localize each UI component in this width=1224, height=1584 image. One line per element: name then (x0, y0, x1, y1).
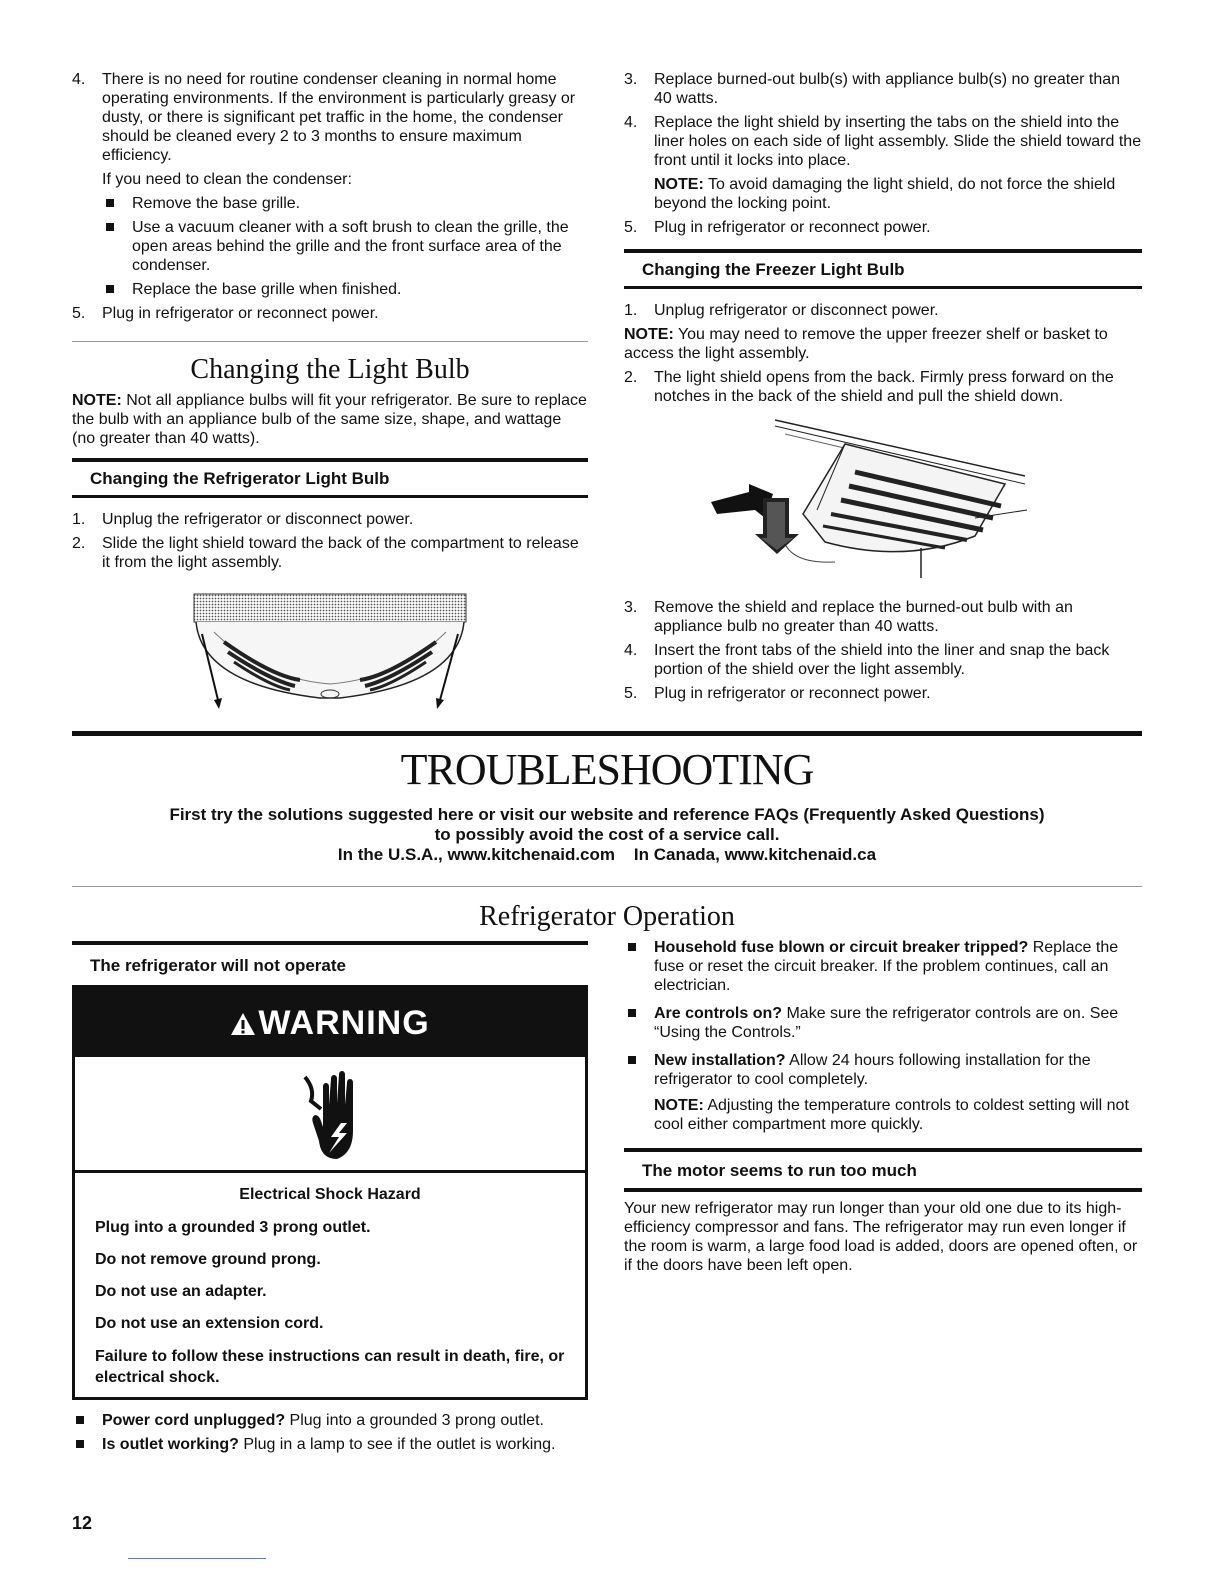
question: Are controls on? (654, 1005, 783, 1022)
list-item (624, 598, 1142, 636)
list-text: Insert the front tabs of the shield into the liner and snap the back portion of the shield over the light assembly. (654, 642, 1110, 678)
answer: Replace the fuse or reset the circuit breaker. If the problem continues, call an electrician. (654, 939, 1119, 994)
note-text: To avoid damaging the light shield, do not force the shield beyond the locking point. (654, 176, 1116, 212)
warning-line: Do not use an adapter. (95, 1283, 267, 1300)
list-text: Unplug refrigerator or disconnect power. (654, 302, 939, 319)
warning-triangle-icon (230, 1012, 256, 1036)
list-item (624, 301, 1142, 320)
list-number: 2. (72, 535, 86, 552)
list-number: 5. (624, 219, 638, 236)
list-item (72, 194, 588, 213)
answer: Plug in a lamp to see if the outlet is working. (238, 1436, 556, 1453)
section-title-refrigerator-operation: Refrigerator Operation (479, 901, 735, 932)
warning-line: Failure to follow these instructions can result in death, fire, or electrical shock. (95, 1348, 565, 1386)
intro-line-3: In the U.S.A., www.kitchenaid.com In Canada, www.kitchenaid.ca (337, 845, 877, 864)
list-item (72, 304, 588, 323)
right-top-column (624, 70, 1142, 242)
warning-icon-area (75, 1057, 585, 1173)
subsection-heading-motor: The motor seems to run too much (624, 1148, 1142, 1192)
note-label: NOTE: (72, 392, 122, 409)
left-top-column (72, 70, 588, 328)
list-text: Replace burned-out bulb(s) with appliance bulb(s) no greater than 40 watts. (654, 71, 1121, 107)
list-text: Plug in refrigerator or reconnect power. (654, 219, 931, 236)
list-text: Replace the base grille when finished. (132, 281, 402, 298)
clean-intro: If you need to clean the condenser: (102, 171, 352, 188)
list-number: 5. (624, 685, 638, 702)
list-text: Unplug the refrigerator or disconnect power. (102, 511, 414, 528)
subsection-heading-not-operate: The refrigerator will not operate (72, 941, 588, 989)
list-number: 3. (624, 599, 638, 616)
light-bulb-note (72, 391, 588, 448)
intro-line-2: to possibly avoid the cost of a service call. (434, 825, 780, 844)
troubleshooting-intro (72, 805, 1142, 865)
section-title-light-bulb: Changing the Light Bulb (190, 354, 470, 385)
freezer-light-shield-illustration (705, 414, 1035, 580)
subsection-heading-freezer-bulb: Changing the Freezer Light Bulb (624, 249, 1142, 289)
list-number: 4. (624, 642, 638, 659)
footer-rule (128, 1558, 266, 1559)
list-item (624, 70, 1142, 108)
list-text (654, 1051, 1142, 1089)
freezer-steps (624, 301, 1142, 411)
page-number: 12 (72, 1513, 93, 1533)
list-number: 4. (624, 114, 638, 131)
intro-line-1: First try the solutions suggested here or visit our website and reference FAQs (Frequently Asked Questions) (169, 805, 1045, 824)
question: New installation? (654, 1052, 786, 1069)
list-item (72, 70, 588, 165)
troubleshooting-rule (72, 731, 1142, 736)
list-text: Plug in refrigerator or reconnect power. (654, 685, 931, 702)
note-text: Adjusting the temperature controls to coldest setting will not cool either compartment more quickly. (654, 1097, 1129, 1133)
list-item (72, 218, 588, 275)
not-operate-bullets (72, 1411, 592, 1459)
list-item (624, 113, 1142, 170)
list-text (654, 938, 1142, 995)
question: Power cord unplugged? (102, 1412, 286, 1429)
list-text: Plug in refrigerator or reconnect power. (102, 305, 379, 322)
list-number: 2. (624, 369, 638, 386)
list-text (102, 1411, 592, 1430)
note-text: Not all appliance bulbs will fit your refrigerator. Be sure to replace the bulb with an appliance bulb of the same size, shape, and wattage (no greater than 40 watts). (72, 392, 587, 447)
troubleshooting-title: TROUBLESHOOTING (400, 745, 814, 794)
list-text (102, 1435, 592, 1454)
list-item (624, 1051, 1142, 1089)
warning-label: WARNING (258, 1004, 430, 1042)
warning-line: Plug into a grounded 3 prong outlet. (95, 1219, 371, 1236)
controls-note (624, 1096, 1142, 1134)
list-item (624, 684, 1142, 703)
bullet-icon (72, 1435, 102, 1454)
motor-text: Your new refrigerator may run longer than your old one due to its high-efficiency compressor and fans. The refrigerator may run even longer if the room is warm, a large food load is added, doors are opened often, or if the doors have been left open. (624, 1200, 1138, 1274)
list-item (72, 1435, 592, 1454)
fridge-steps (72, 510, 588, 577)
note-label: NOTE: (624, 326, 674, 343)
list-item (72, 534, 588, 572)
note-text: You may need to remove the upper freezer shelf or basket to access the light assembly. (624, 326, 1108, 362)
answer: Plug into a grounded 3 prong outlet. (285, 1412, 544, 1429)
shield-note (624, 175, 1142, 213)
list-item (624, 938, 1142, 995)
electrical-shock-hand-icon (301, 1067, 365, 1167)
warning-header (75, 989, 585, 1057)
list-text: The light shield opens from the back. Firmly press forward on the notches in the back of the shield and pull the shield down. (654, 369, 1114, 405)
question: Is outlet working? (102, 1436, 239, 1453)
operation-right-bullets (624, 938, 1142, 1139)
answer: Make sure the refrigerator controls are on. See “Using the Controls.” (654, 1005, 1119, 1041)
list-number: 4. (72, 71, 86, 88)
list-text: Slide the light shield toward the back of the compartment to release it from the light assembly. (102, 535, 579, 571)
list-item (624, 1004, 1142, 1042)
list-text: Remove the base grille. (132, 195, 301, 212)
freezer-steps-after (624, 598, 1142, 708)
bullet-icon (102, 218, 132, 275)
note-label: NOTE: (654, 176, 704, 193)
bullet-icon (102, 194, 132, 213)
list-item (72, 510, 588, 529)
list-item (72, 1411, 592, 1430)
section-divider (72, 341, 588, 342)
bullet-icon (72, 1411, 102, 1430)
list-text: Replace the light shield by inserting the tabs on the shield into the liner holes on each side of light assembly. Slide the shield toward the front until it locks into place. (654, 114, 1142, 169)
bullet-icon (624, 1051, 654, 1089)
bullet-icon (624, 1004, 654, 1042)
question: Household fuse blown or circuit breaker tripped? (654, 939, 1029, 956)
list-number: 1. (624, 302, 638, 319)
list-text: Remove the shield and replace the burned-out bulb with an appliance bulb no greater than 40 watts. (654, 599, 1073, 635)
note-label: NOTE: (654, 1097, 704, 1114)
list-number: 3. (624, 71, 638, 88)
warning-text (75, 1173, 585, 1388)
list-text: There is no need for routine condenser cleaning in normal home operating environments. If the environment is particularly greasy or dusty, or there is significant pet traffic in the home, the condenser should be cleaned every 2 to 3 months to ensure maximum efficiency. (102, 71, 576, 164)
list-item (624, 218, 1142, 237)
answer: Allow 24 hours following installation for the refrigerator to cool completely. (654, 1052, 1091, 1088)
list-item (624, 368, 1142, 406)
list-item (624, 641, 1142, 679)
warning-line: Do not remove ground prong. (95, 1251, 321, 1268)
bullet-icon (624, 938, 654, 995)
freezer-note (624, 325, 1142, 363)
fridge-light-shield-illustration (190, 588, 470, 712)
warning-hazard: Electrical Shock Hazard (239, 1186, 421, 1203)
subsection-heading-fridge-bulb: Changing the Refrigerator Light Bulb (72, 458, 588, 498)
list-text: Use a vacuum cleaner with a soft brush to clean the grille, the open areas behind the grille and the front surface area of the condenser. (132, 219, 569, 274)
list-item (72, 280, 588, 299)
section-divider (72, 886, 1142, 887)
warning-line: Do not use an extension cord. (95, 1315, 324, 1332)
bullet-icon (102, 280, 132, 299)
list-number: 1. (72, 511, 86, 528)
list-text (654, 1004, 1142, 1042)
list-number: 5. (72, 305, 86, 322)
warning-box (72, 986, 588, 1400)
